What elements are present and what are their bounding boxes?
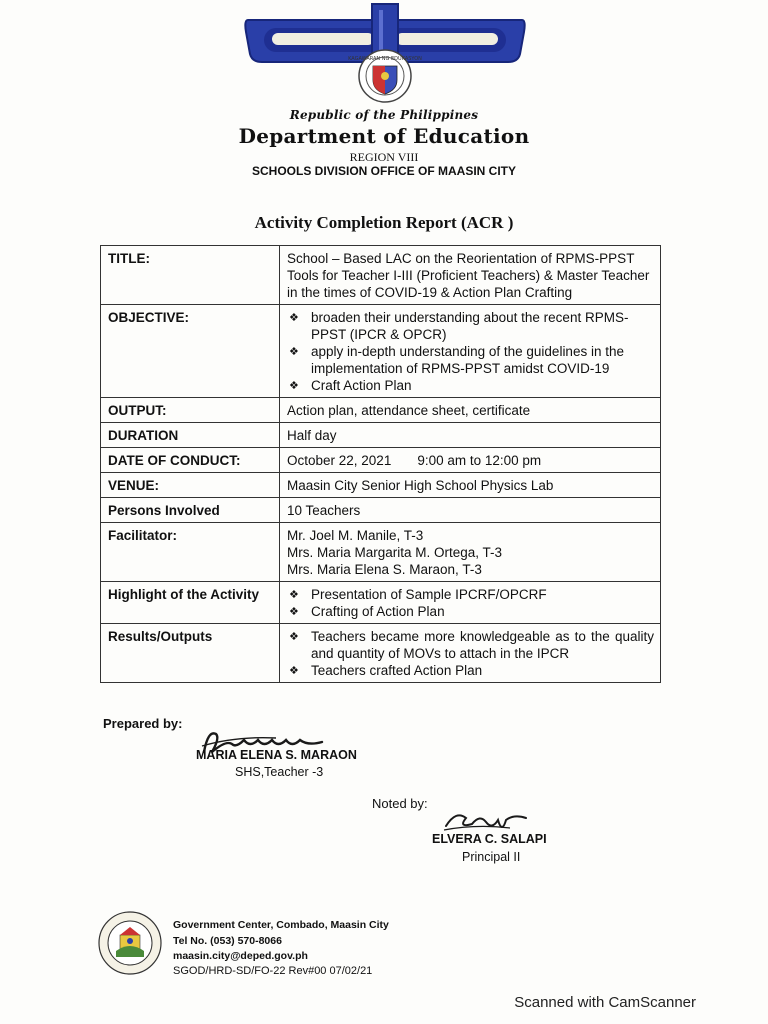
persons-value: 10 Teachers <box>280 498 661 523</box>
noted-by-label: Noted by: <box>372 796 428 811</box>
table-row-facilitator <box>101 523 661 582</box>
output-value: Action plan, attendance sheet, certificate <box>280 398 661 423</box>
prepared-by-position: SHS,Teacher -3 <box>235 765 324 779</box>
acr-table <box>100 245 661 683</box>
venue-value: Maasin City Senior High School Physics Lab <box>280 473 661 498</box>
table-row-objective <box>101 305 661 398</box>
results-item: ❖ Teachers crafted Action Plan <box>287 662 654 679</box>
date-label: DATE OF CONDUCT: <box>101 448 280 473</box>
table-row-output <box>101 398 661 423</box>
deped-logo <box>240 2 530 104</box>
title-label: TITLE: <box>101 246 280 305</box>
facilitator-item: Mrs. Maria Margarita M. Ortega, T-3 <box>287 545 503 560</box>
table-row-title <box>101 246 661 305</box>
objective-list <box>280 305 661 398</box>
table-row-duration <box>101 423 661 448</box>
persons-label: Persons Involved <box>101 498 280 523</box>
date-cell <box>280 448 661 473</box>
noted-by-name: ELVERA C. SALAPI <box>432 832 547 846</box>
date-value: October 22, 2021 <box>287 453 392 468</box>
highlight-item: ❖ Crafting of Action Plan <box>287 603 654 620</box>
facilitator-label: Facilitator: <box>101 523 280 582</box>
footer-form-code: SGOD/HRD-SD/FO-22 Rev#00 07/02/21 <box>173 965 373 977</box>
highlight-item: ❖ Presentation of Sample IPCRF/OPCRF <box>287 586 654 603</box>
output-label: OUTPUT: <box>101 398 280 423</box>
venue-label: VENUE: <box>101 473 280 498</box>
results-list <box>280 624 661 683</box>
footer-address: Government Center, Combado, Maasin City <box>173 919 389 931</box>
table-row-date <box>101 448 661 473</box>
duration-value: Half day <box>280 423 661 448</box>
department-heading: Department of Education <box>238 124 530 148</box>
facilitator-item: Mr. Joel M. Manile, T-3 <box>287 528 424 543</box>
document-title: Activity Completion Report (ACR ) <box>254 213 514 232</box>
duration-label: DURATION <box>101 423 280 448</box>
objective-item: ❖ Craft Action Plan <box>287 377 654 394</box>
table-row-results <box>101 624 661 683</box>
table-row-venue <box>101 473 661 498</box>
prepared-by-name: MARIA ELENA S. MARAON <box>196 748 357 762</box>
title-value: School – Based LAC on the Reorientation of RPMS-PPST Tools for Teacher I-III (Proficient Teachers) & Master Teacher in the times of COVID-19 & Action Plan Crafting <box>280 246 661 305</box>
camscanner-watermark: Scanned with CamScanner <box>514 994 696 1011</box>
prepared-by-label: Prepared by: <box>103 716 183 731</box>
division-office-heading: SCHOOLS DIVISION OFFICE OF MAASIN CITY <box>251 164 516 178</box>
facilitator-item: Mrs. Maria Elena S. Maraon, T-3 <box>287 562 482 577</box>
republic-heading: Republic of the Philippines <box>289 108 479 122</box>
table-row-highlight <box>101 582 661 624</box>
objective-label: OBJECTIVE: <box>101 305 280 398</box>
footer-telephone: Tel No. (053) 570-8066 <box>173 935 282 947</box>
objective-item: ❖ apply in-depth understanding of the guidelines in the implementation of RPMS-PPST amidst COVID-19 <box>287 343 654 377</box>
highlight-list <box>280 582 661 624</box>
results-label: Results/Outputs <box>101 624 280 683</box>
division-seal <box>98 911 162 975</box>
highlight-label: Highlight of the Activity <box>101 582 280 624</box>
noted-by-position: Principal II <box>462 850 521 864</box>
facilitator-list <box>280 523 661 582</box>
table-row-persons <box>101 498 661 523</box>
svg-text:KAGAWARAN NG EDUKASYON: KAGAWARAN NG EDUKASYON <box>348 56 422 62</box>
region-heading: REGION VIII <box>349 150 419 164</box>
objective-item: ❖ broaden their understanding about the recent RPMS-PPST (IPCR & OPCR) <box>287 309 654 343</box>
results-item: ❖ Teachers became more knowledgeable as to the quality and quantity of MOVs to attach in the IPCR <box>287 628 654 662</box>
footer-email: maasin.city@deped.gov.ph <box>173 950 308 962</box>
time-value: 9:00 am to 12:00 pm <box>417 453 542 468</box>
